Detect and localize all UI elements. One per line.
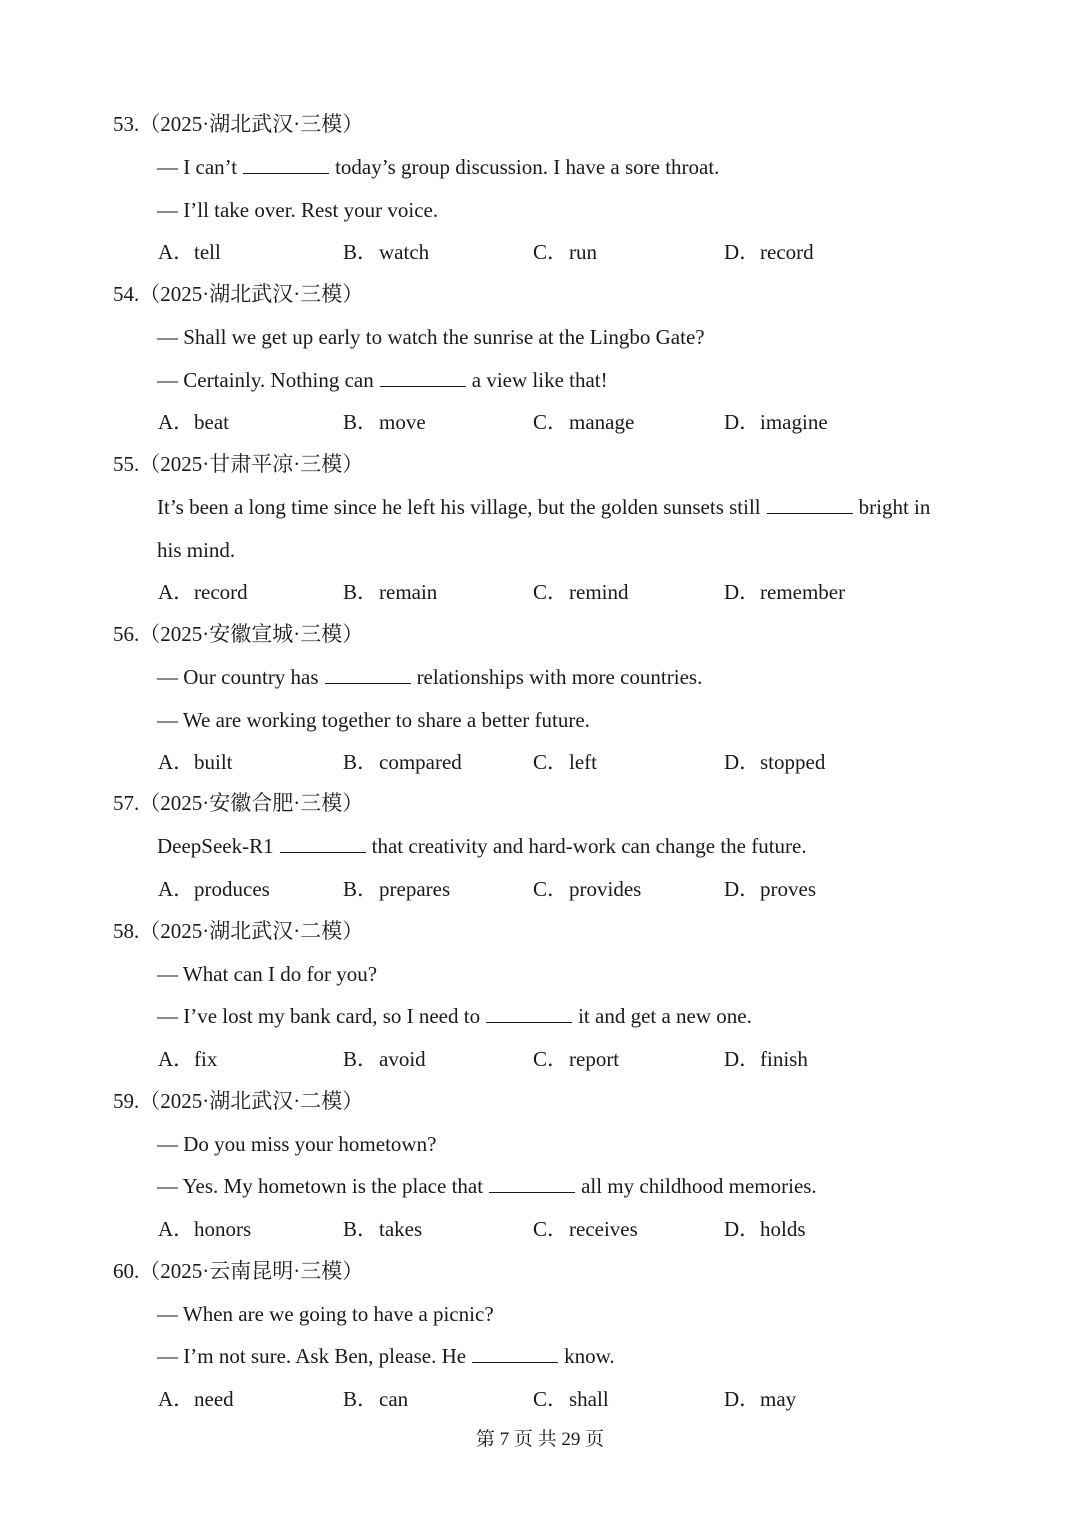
page-footer: 第 7 页 共 29 页: [475, 1429, 605, 1450]
option-d: D．stopped: [724, 750, 826, 774]
option-d: D．record: [724, 240, 814, 264]
question-source: （2025·云南昆明·三模）: [139, 1259, 364, 1283]
question-60-header: [113, 1258, 363, 1284]
question-56-header: [113, 621, 363, 647]
question-58-options: [0, 1046, 1080, 1072]
question-57-header: [113, 790, 363, 816]
text-after-blank: today’s group discussion. I have a sore throat.: [335, 155, 720, 179]
question-53-line-1: [157, 154, 719, 180]
question-54-header: [113, 281, 363, 307]
question-53-header: [113, 111, 363, 137]
answer-blank: [280, 834, 366, 853]
text-before-blank: — I can’t: [157, 155, 238, 179]
option-c: C．shall: [533, 1387, 609, 1411]
text-before-blank: — I’m not sure. Ask Ben, please. He: [157, 1344, 467, 1368]
text-before-blank: — Our country has: [157, 665, 319, 689]
text-before-blank: It’s been a long time since he left his village, but the golden sunsets still: [157, 495, 761, 519]
option-c: C．provides: [533, 877, 642, 901]
text-after-blank: that creativity and hard-work can change the future.: [371, 834, 807, 858]
option-d: D．finish: [724, 1047, 808, 1071]
question-55-line-2: his mind.: [157, 538, 236, 562]
option-b: B．prepares: [343, 877, 451, 901]
option-b: B．move: [343, 410, 426, 434]
option-a: A．beat: [158, 410, 229, 434]
option-a: A．need: [158, 1387, 234, 1411]
question-number: 55.: [113, 452, 140, 476]
question-57-options: [0, 876, 1080, 902]
question-59-line-1: — Do you miss your hometown?: [157, 1132, 437, 1156]
question-53-options: [0, 239, 1080, 265]
option-c: C．remind: [533, 580, 629, 604]
question-source: （2025·甘肃平凉·三模）: [139, 452, 364, 476]
option-b: B．compared: [343, 750, 462, 774]
option-a: A．tell: [158, 240, 221, 264]
text-after-blank: a view like that!: [471, 368, 608, 392]
question-number: 53.: [113, 112, 140, 136]
question-56-line-2: — We are working together to share a better future.: [157, 708, 590, 732]
text-after-blank: know.: [564, 1344, 615, 1368]
question-54-line-1: — Shall we get up early to watch the sunrise at the Lingbo Gate?: [157, 325, 705, 349]
option-c: C．manage: [533, 410, 635, 434]
option-b: B．watch: [343, 240, 430, 264]
option-d: D．may: [724, 1387, 797, 1411]
answer-blank: [325, 665, 411, 684]
question-source: （2025·湖北武汉·三模）: [139, 112, 364, 136]
answer-blank: [380, 368, 466, 387]
option-a: A．built: [158, 750, 233, 774]
text-before-blank: — Certainly. Nothing can: [157, 368, 374, 392]
question-number: 57.: [113, 791, 140, 815]
option-d: D．imagine: [724, 410, 828, 434]
text-after-blank: it and get a new one.: [578, 1004, 752, 1028]
question-source: （2025·安徽合肥·三模）: [139, 791, 364, 815]
option-a: A．produces: [158, 877, 270, 901]
text-before-blank: — Yes. My hometown is the place that: [157, 1174, 484, 1198]
text-after-blank: relationships with more countries.: [416, 665, 703, 689]
answer-blank: [767, 495, 853, 514]
question-53-line-2: — I’ll take over. Rest your voice.: [157, 198, 439, 222]
answer-blank: [486, 1004, 572, 1023]
question-number: 56.: [113, 622, 140, 646]
text-after-blank: bright in: [858, 495, 931, 519]
question-59-line-2: [157, 1173, 817, 1199]
option-d: D．holds: [724, 1217, 806, 1241]
option-c: C．left: [533, 750, 597, 774]
text-before-blank: DeepSeek-R1: [157, 834, 274, 858]
answer-blank: [489, 1174, 575, 1193]
option-b: B．takes: [343, 1217, 423, 1241]
question-60-options: [0, 1386, 1080, 1412]
question-58-header: [113, 918, 363, 944]
question-source: （2025·湖北武汉·二模）: [139, 919, 364, 943]
question-56-line-1: [157, 664, 702, 690]
question-number: 54.: [113, 282, 140, 306]
question-54-options: [0, 409, 1080, 435]
question-number: 60.: [113, 1259, 140, 1283]
option-a: A．fix: [158, 1047, 218, 1071]
question-58-line-1: — What can I do for you?: [157, 962, 378, 986]
option-d: D．proves: [724, 877, 816, 901]
question-59-options: [0, 1216, 1080, 1242]
text-after-blank: all my childhood memories.: [581, 1174, 817, 1198]
question-54-line-2: [157, 367, 608, 393]
question-number: 58.: [113, 919, 140, 943]
option-b: B．avoid: [343, 1047, 426, 1071]
question-source: （2025·湖北武汉·三模）: [139, 282, 364, 306]
question-55-header: [113, 451, 363, 477]
option-b: B．can: [343, 1387, 409, 1411]
question-source: （2025·安徽宣城·三模）: [139, 622, 364, 646]
option-a: A．record: [158, 580, 248, 604]
option-a: A．honors: [158, 1217, 252, 1241]
question-57-line-1: [157, 833, 807, 859]
answer-blank: [243, 155, 329, 174]
question-59-header: [113, 1088, 363, 1114]
question-60-line-2: [157, 1343, 615, 1369]
answer-blank: [472, 1344, 558, 1363]
question-source: （2025·湖北武汉·二模）: [139, 1089, 364, 1113]
question-55-line-1: [157, 494, 930, 520]
question-60-line-1: — When are we going to have a picnic?: [157, 1302, 494, 1326]
option-c: C．run: [533, 240, 597, 264]
question-55-options: [0, 579, 1080, 605]
option-b: B．remain: [343, 580, 438, 604]
question-number: 59.: [113, 1089, 140, 1113]
option-d: D．remember: [724, 580, 846, 604]
question-56-options: [0, 749, 1080, 775]
text-before-blank: — I’ve lost my bank card, so I need to: [157, 1004, 481, 1028]
option-c: C．report: [533, 1047, 620, 1071]
question-58-line-2: [157, 1003, 752, 1029]
option-c: C．receives: [533, 1217, 638, 1241]
